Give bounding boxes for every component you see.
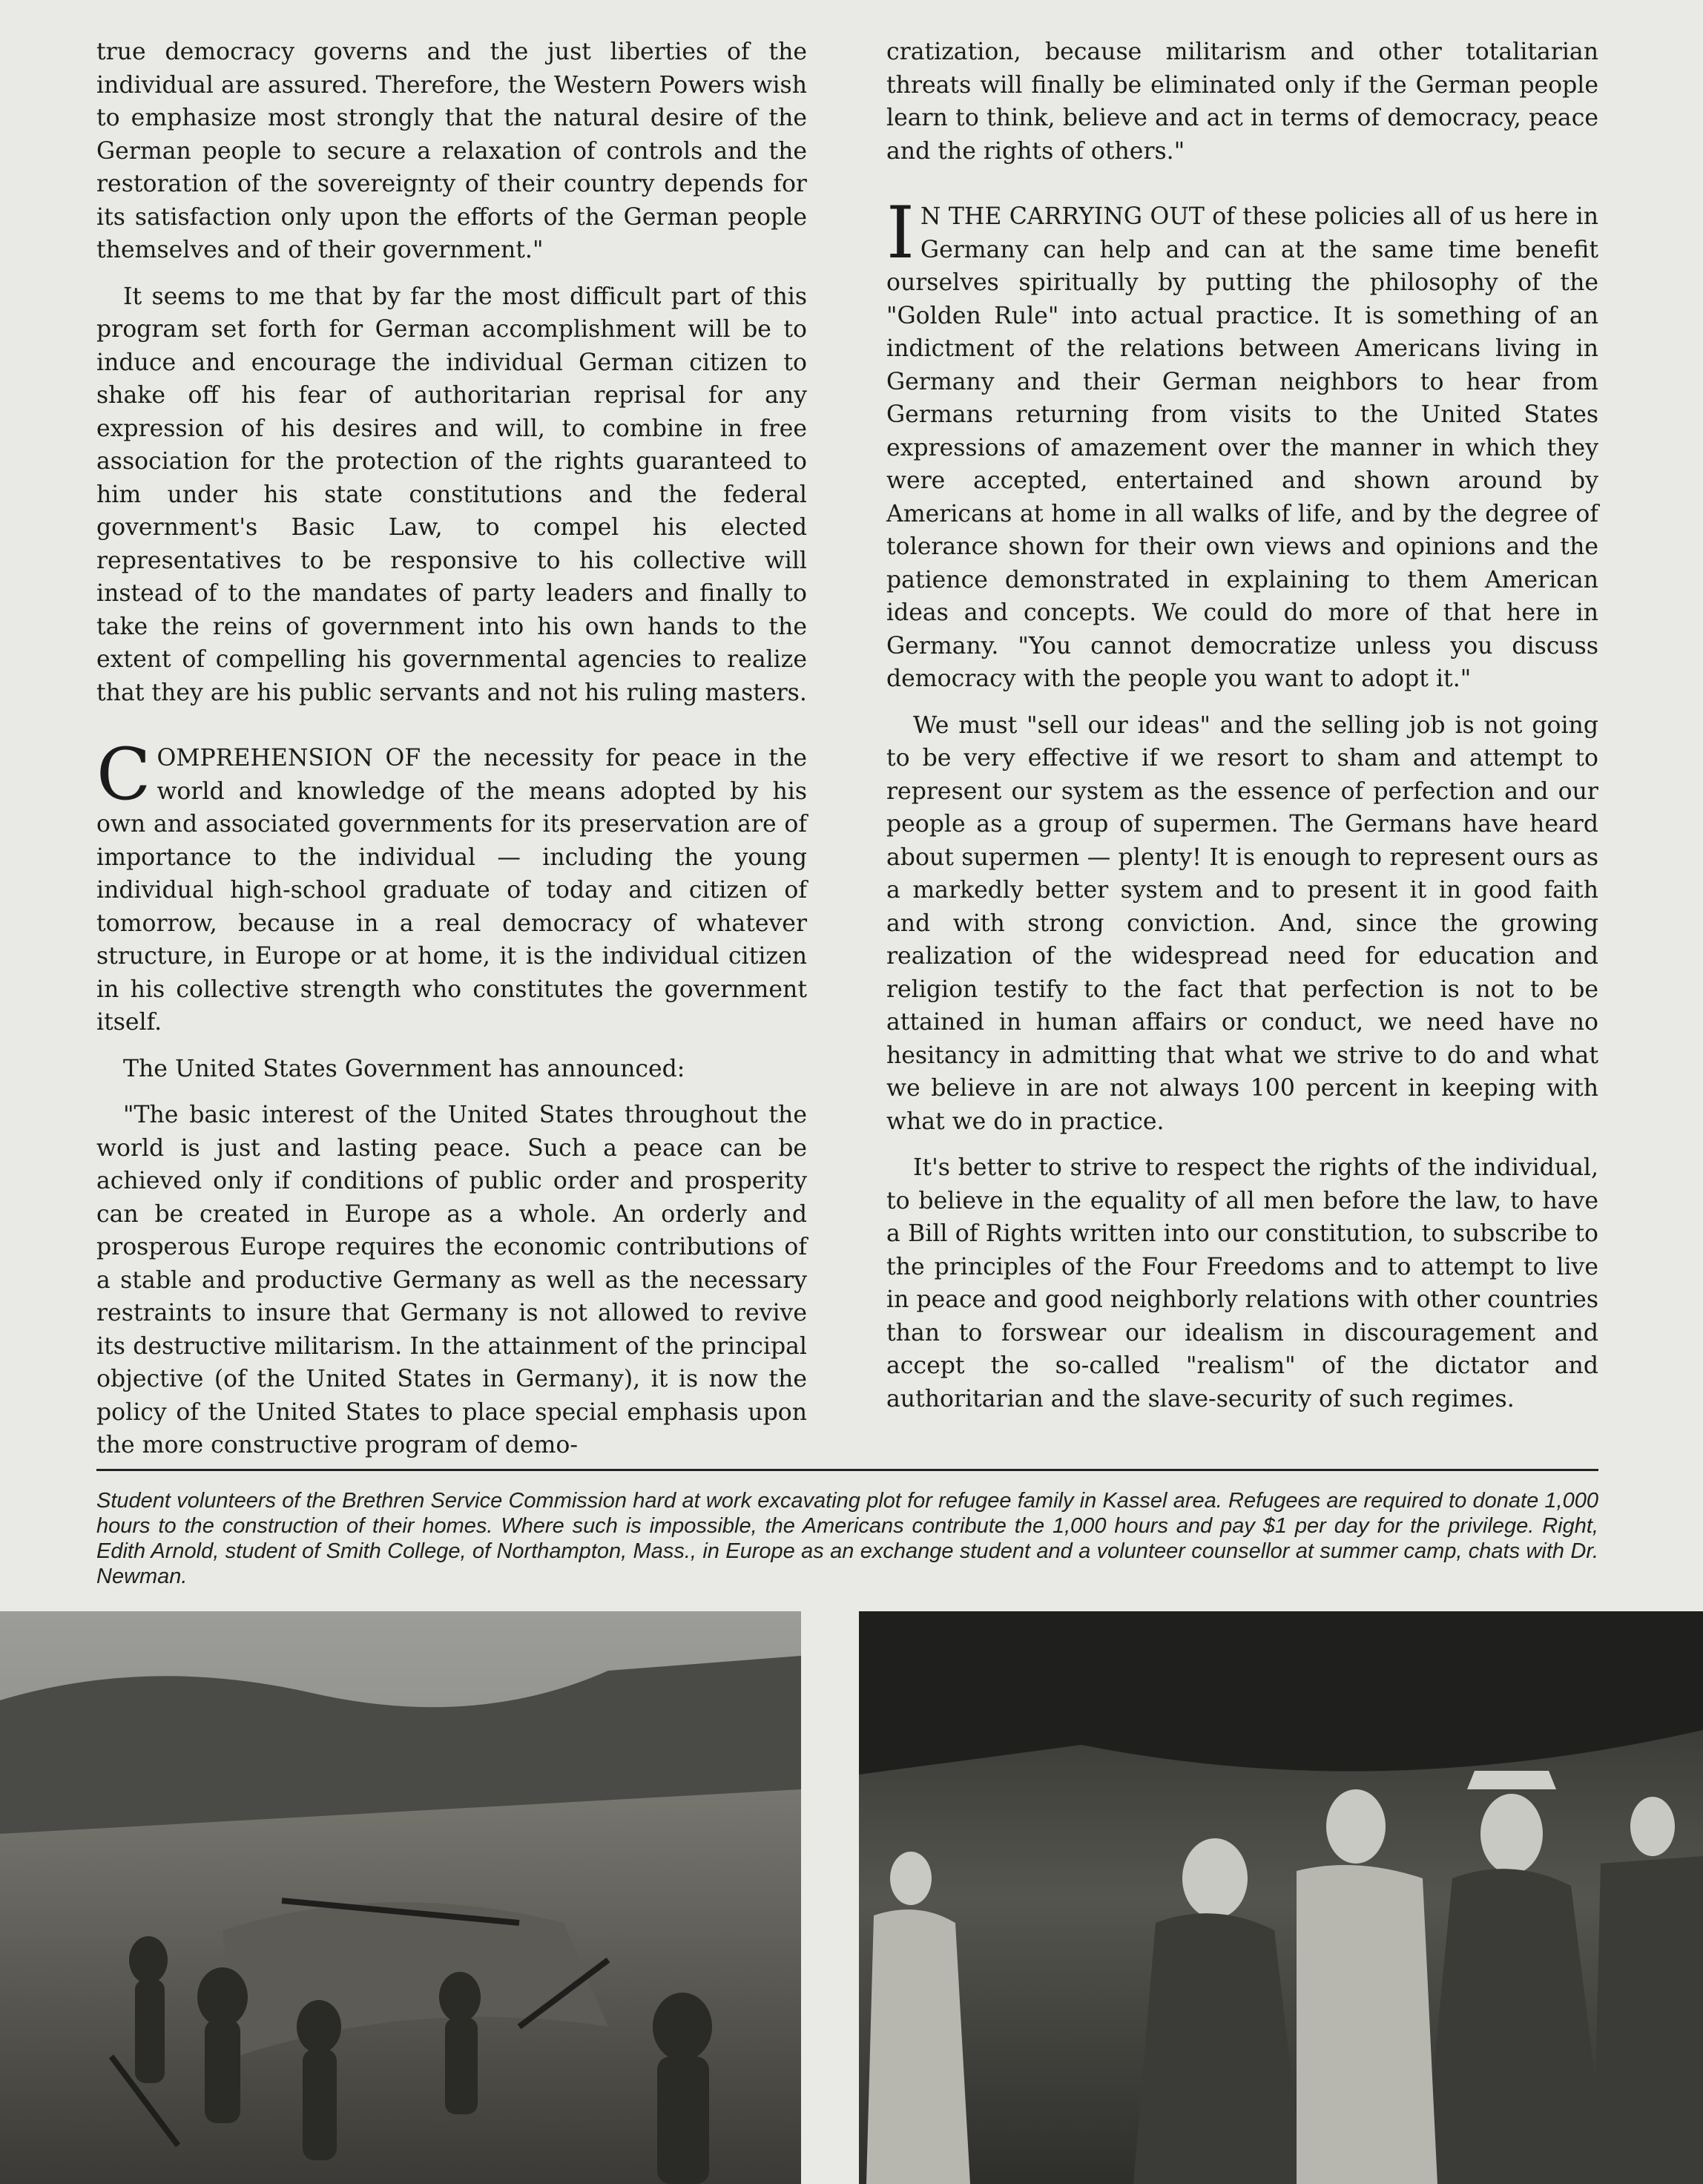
caption-divider bbox=[96, 1469, 1598, 1471]
paragraph: It seems to me that by far the most difficult part of this program set forth for German accomplishment will be to induce and encourage the individual German citizen to shake off his fear of authoritarian reprisal for any expression of his desires and will, to combine in free association for the protection of the rights guaranteed to him under his state constitutions and the federal government's Basic Law, to compel his elected representatives to be responsive to his collective will instead of to the mandates of party leaders and finally to take the reins of government into his own hands to the extent of compelling his governmental agencies to realize that they are his public servants and not his ruling masters. bbox=[96, 283, 807, 706]
lead-in: OMPREHENSION OF bbox=[157, 745, 421, 772]
photo-excavation bbox=[0, 1611, 801, 2184]
conversation-photo-illustration bbox=[859, 1611, 1703, 2184]
right-text-column bbox=[886, 36, 1598, 1429]
drop-cap: I bbox=[886, 191, 915, 274]
photo-caption: Student volunteers of the Brethren Service Commission hard at work excavating plot for refugee family in Kassel area. Refugees are required to donate 1,000 hours to the construction of their homes. Where such is impossible, the Americans contribute the 1,000 hours and pay $1 per day for the privilege. Right, Edith Arnold, student of Smith College, of Northampton, Mass., in Europe as an exchange student and a volunteer counsellor at summer camp, chats with Dr. Newman. bbox=[96, 1489, 1598, 1588]
paragraph-dropcap bbox=[886, 191, 1598, 696]
left-text-column bbox=[96, 36, 807, 1476]
paragraph: The United States Government has announced: bbox=[123, 1055, 685, 1082]
photo-conversation bbox=[859, 1611, 1703, 2184]
paragraph: cratization, because militarism and other totalitarian threats will finally be eliminated only if the German people learn to think, believe and act in terms of democracy, peace and the rights of others." bbox=[886, 39, 1598, 165]
excavation-photo-illustration bbox=[0, 1611, 801, 2184]
paragraph-dropcap bbox=[96, 733, 807, 1039]
paragraph-body: of these policies all of us here in Germany can help and can at the same time benefit ourselves spiritually by putting the philosophy of the "Golden Rule" into actual practice. It is something of an indictment of the relations between Americans living in Germany and their German neighbors to hear from Germans returning from visits to the United States expressions of amazement over the manner in which they were accepted, entertained and shown around by Americans at home in all walks of life, and by the degree of tolerance shown for their own views and opinions and the patience demonstrated in explaining to them American ideas and concepts. We could do more of that here in Germany. "You cannot democratize unless you discuss democracy with the people you want to adopt it." bbox=[886, 203, 1598, 692]
paragraph-body: the necessity for peace in the world and knowledge of the means adopted by his own and associated governments for its preservation are of importance to the individual — including the young individual high-school graduate of today and citizen of tomorrow, because in a real democracy of whatever structure, in Europe or at home, it is the individual citizen in his collective strength who constitutes the government itself. bbox=[96, 745, 807, 1036]
paragraph: It's better to strive to respect the rights of the individual, to believe in the equality of all men before the law, to have a Bill of Rights written into our constitution, to subscribe to the principles of the Four Freedoms and to attempt to live in peace and good neighborly relations with other countries than to forswear our idealism in discouragement and accept the so-called "realism" of the dictator and authoritarian and the slave-security of such regimes. bbox=[886, 1154, 1598, 1412]
drop-cap: C bbox=[96, 733, 151, 816]
paragraph: "The basic interest of the United States throughout the world is just and lasting peace. Such a peace can be achieved only if conditions of public order and prosperity can be created in Europe as a whole. An orderly and prosperous Europe requires the economic contributions of a stable and productive Germany as well as the necessary restraints to insure that Germany is not allowed to revive its destructive militarism. In the attainment of the principal objective (of the United States in Germany), it is now the policy of the United States to place special emphasis upon the more constructive program of demo- bbox=[96, 1102, 807, 1458]
lead-in: N THE CARRYING OUT bbox=[920, 203, 1205, 230]
paragraph: We must "sell our ideas" and the selling job is not going to be very effective if we resort to sham and attempt to represent our system as the essence of perfection and our people as a group of supermen. The Germans have heard about supermen — plenty! It is enough to represent ours as a markedly better system and to present it in good faith and with strong conviction. And, since the growing realization of the widespread need for education and religion testify to the fact that perfection is not to be attained in human affairs or conduct, we need have no hesitancy in admitting that what we strive to do and what we believe in are not always 100 percent in keeping with what we do in practice. bbox=[886, 711, 1598, 1135]
paragraph: true democracy governs and the just liberties of the individual are assured. Therefore, the Western Powers wish to emphasize most strongly that the natural desire of the German people to secure a relaxation of controls and the restoration of the sovereignty of their country depends for its satisfaction only upon the efforts of the German people themselves and of their government." bbox=[96, 39, 807, 263]
